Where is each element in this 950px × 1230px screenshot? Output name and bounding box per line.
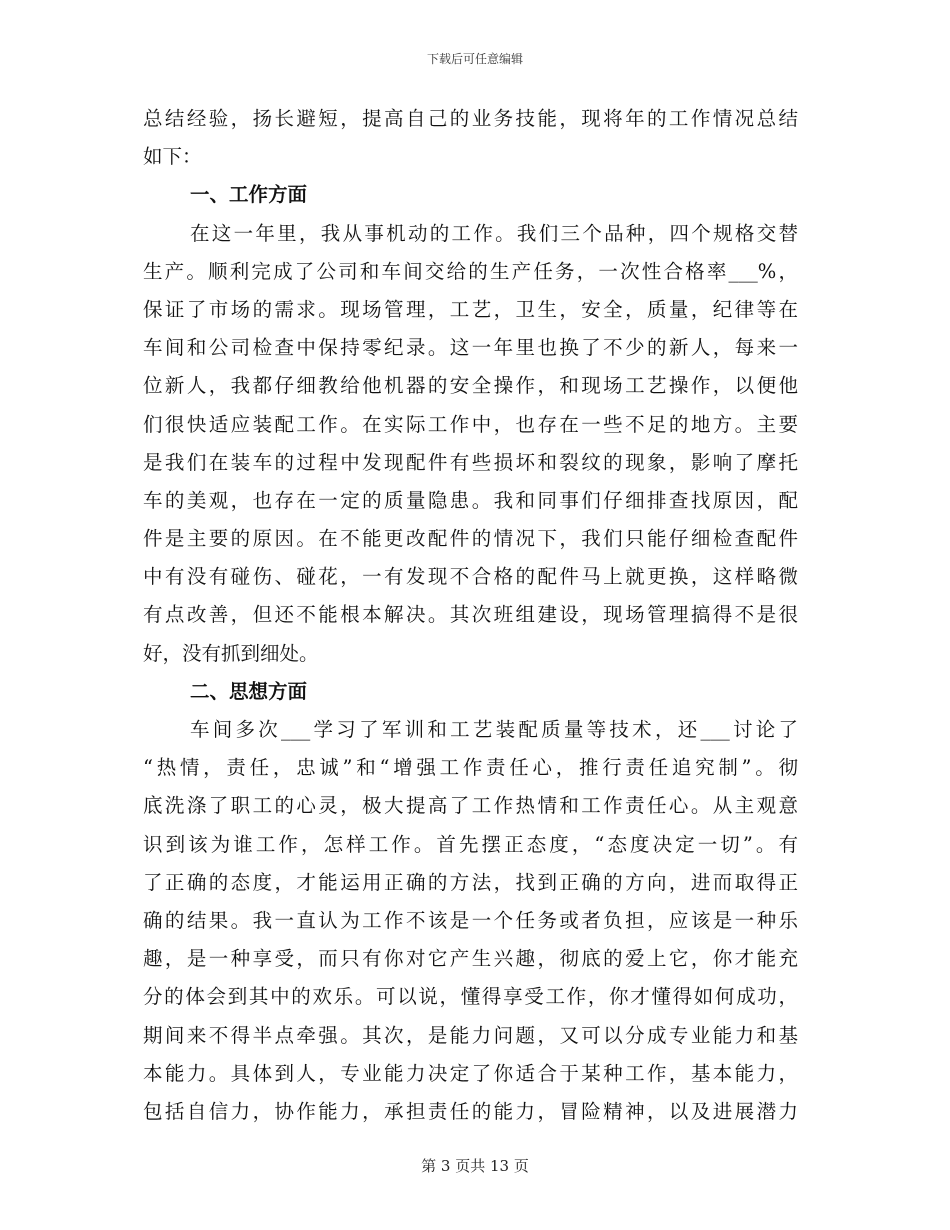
paragraph-text: 们很快适应装配工作。在实际工作中，也存在一些不足的地方。主要 [143, 412, 798, 436]
paragraph-text: 底洗涤了职工的心灵，极大提高了工作热情和工作责任心。从主观意 [143, 794, 798, 818]
section-heading: 一、工作方面 [190, 183, 308, 207]
paragraph-text: 件是主要的原因。在不能更改配件的情况下，我们只能仔细检查配件 [143, 527, 798, 551]
text-line [143, 635, 798, 673]
paragraph-text: 分的体会到其中的欢乐。可以说，懂得享受工作，你才懂得如何成功， [143, 985, 798, 1009]
text-line [143, 100, 798, 138]
text-line [143, 138, 798, 176]
text-line [143, 864, 798, 902]
paragraph-text: 是我们在装车的过程中发现配件有些损坏和裂纹的现象，影响了摩托 [143, 450, 798, 474]
text-line [143, 596, 798, 634]
text-line [143, 711, 798, 749]
page-header: 下载后可任意编辑 [426, 52, 523, 66]
section-heading-thought [143, 673, 798, 711]
text-line [143, 291, 798, 329]
text-line [143, 749, 798, 787]
text-line [143, 215, 798, 253]
paragraph-text: 车间多次___学习了军训和工艺装配质量等技术，还___讨论了 [190, 718, 798, 741]
paragraph-text: 趣，是一种享受，而只有你对它产生兴趣，彻底的爱上它，你才能充 [143, 947, 798, 971]
text-line [143, 826, 798, 864]
text-line [143, 329, 798, 367]
text-line [143, 444, 798, 482]
paragraph-text: 本能力。具体到人，专业能力决定了你适合于某种工作，基本能力， [143, 1061, 798, 1085]
paragraph-text: 包括自信力，协作能力，承担责任的能力，冒险精神，以及进展潜力 [143, 1099, 798, 1123]
paragraph-text: 如下： [143, 145, 202, 169]
section-heading: 二、思想方面 [190, 679, 308, 703]
paragraph-text: 好，没有抓到细处。 [143, 641, 319, 665]
paragraph-text: 确的结果。我一直认为工作不该是一个任务或者负担，应该是一种乐 [143, 908, 798, 932]
page-footer: 第 3 页共 13 页 [421, 1157, 529, 1175]
text-line [143, 558, 798, 596]
text-line [143, 1017, 798, 1055]
paragraph-text: 有点改善，但还不能根本解决。其次班组建设，现场管理搞得不是很 [143, 603, 798, 627]
paragraph-text: 期间来不得半点牵强。其次，是能力问题，又可以分成专业能力和基 [143, 1023, 798, 1047]
text-line [143, 367, 798, 405]
text-line [143, 978, 798, 1016]
text-line [143, 520, 798, 558]
text-line [143, 406, 798, 444]
paragraph-text: “热情，责任，忠诚”和“增强工作责任心，推行责任追究制”。彻 [143, 756, 798, 780]
text-line [143, 1093, 798, 1131]
paragraph-text: 识到该为谁工作，怎样工作。首先摆正态度，“态度决定一切”。有 [143, 832, 798, 856]
paragraph-text: 总结经验，扬长避短，提高自己的业务技能，现将年的工作情况总结 [143, 107, 798, 130]
text-line [143, 902, 798, 940]
text-line [143, 482, 798, 520]
paragraph-text: 位新人，我都仔细教给他机器的安全操作，和现场工艺操作，以便他 [143, 374, 798, 398]
paragraph-text: 中有没有碰伤、碰花，一有发现不合格的配件马上就更换，这样略微 [143, 565, 798, 589]
paragraph-text: 保证了市场的需求。现场管理，工艺，卫生，安全，质量，纪律等在 [143, 297, 798, 321]
text-line [143, 940, 798, 978]
text-line [143, 1055, 798, 1093]
paragraph-text: 在这一年里，我从事机动的工作。我们三个品种，四个规格交替 [190, 221, 798, 245]
paragraph-text: 车的美观，也存在一定的质量隐患。我和同事们仔细排查找原因，配 [143, 488, 798, 512]
document-body [143, 100, 798, 1131]
text-line [143, 253, 798, 291]
section-heading-work [143, 176, 798, 214]
paragraph-text: 了正确的态度，才能运用正确的方法，找到正确的方向，进而取得正 [143, 870, 798, 894]
paragraph-text: 生产。顺利完成了公司和车间交给的生产任务，一次性合格率___%， [143, 259, 798, 283]
text-line [143, 787, 798, 825]
paragraph-text: 车间和公司检查中保持零纪录。这一年里也换了不少的新人，每来一 [143, 336, 798, 360]
